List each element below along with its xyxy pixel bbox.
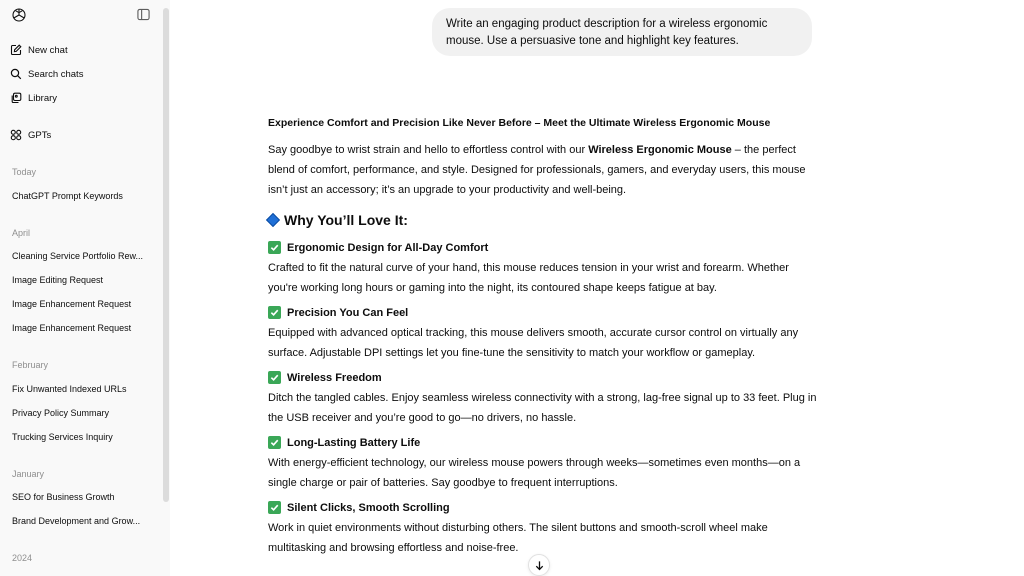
user-message-bubble: Write an engaging product description for a wireless ergonomic mouse. Use a persuasive tone and highlight key features. (432, 8, 812, 56)
new-chat-label: New chat (28, 44, 68, 56)
library-button[interactable] (10, 89, 57, 107)
chat-history-item[interactable]: Fix Unwanted Indexed URLs (12, 384, 127, 394)
feature-title (268, 371, 382, 384)
feature-title (268, 306, 408, 319)
chat-history-item[interactable]: Image Enhancement Request (12, 323, 132, 333)
new-chat-button[interactable] (10, 41, 68, 59)
search-icon (10, 68, 22, 80)
intro-bold-product: Wireless Ergonomic Mouse (588, 144, 732, 156)
chat-history-item[interactable]: Brand Development and Grow... (12, 516, 141, 526)
check-mark-icon (268, 501, 281, 514)
section-label-april: April (12, 228, 31, 238)
feature-description: With energy-efficient technology, our wireless mouse powers through weeks—sometimes even months—on a single charge or pair of batteries. Say goodbye to frequent interruptions. (268, 457, 801, 489)
gpts-label: GPTs (28, 129, 52, 141)
feature-title (268, 436, 420, 449)
sidebar-scrollbar[interactable] (163, 8, 169, 502)
response-title: Experience Comfort and Precision Like Never Before – Meet the Ultimate Wireless Ergonomic Mouse (268, 117, 771, 129)
check-mark-icon (268, 436, 281, 449)
section-label-2024: 2024 (12, 553, 33, 563)
grid-icon (10, 129, 22, 141)
section-label-february: February (12, 360, 49, 370)
check-mark-icon (268, 371, 281, 384)
sidebar (0, 0, 170, 576)
feature-title (268, 501, 450, 514)
intro-text-after: – the perfect blend of comfort, performance, and style. Designed for professionals, gamers, and everyday users, this mouse isn’t just an accessory; it’s an upgrade to your productivity and well-being. (268, 144, 806, 196)
search-chats-label: Search chats (28, 68, 84, 80)
scroll-to-bottom-button[interactable] (528, 554, 550, 576)
features-heading-text: Why You’ll Love It: (284, 212, 408, 228)
chat-history-item[interactable]: SEO for Business Growth (12, 492, 115, 502)
sidebar-toggle-icon[interactable] (136, 7, 150, 21)
feature-description: Work in quiet environments without disturbing others. The silent buttons and smooth-scroll wheel make multitasking and browsing effortless and noise-free. (268, 522, 768, 554)
feature-title-text: Wireless Freedom (287, 371, 382, 384)
check-mark-icon (268, 306, 281, 319)
openai-logo-icon[interactable] (10, 6, 28, 24)
response-intro (268, 140, 818, 200)
blue-diamond-icon (266, 213, 280, 227)
arrow-down-icon (534, 560, 545, 571)
library-icon (10, 92, 22, 104)
chat-history-item[interactable]: Image Editing Request (12, 275, 104, 285)
search-chats-button[interactable] (10, 65, 83, 83)
chat-history-item[interactable]: Cleaning Service Portfolio Rew... (12, 251, 144, 261)
feature-description: Crafted to fit the natural curve of your hand, this mouse reduces tension in your wrist and forearm. Whether you're working long hours or gaming into the night, its contoured shape keeps fatigue at bay. (268, 262, 789, 294)
features-heading (268, 212, 408, 228)
section-label-january: January (12, 469, 45, 479)
check-mark-icon (268, 241, 281, 254)
pencil-square-icon (10, 44, 22, 56)
feature-title (268, 241, 488, 254)
chat-history-item[interactable]: ChatGPT Prompt Keywords (12, 191, 123, 201)
library-label: Library (28, 92, 58, 104)
feature-title-text: Ergonomic Design for All-Day Comfort (287, 241, 489, 254)
feature-title-text: Silent Clicks, Smooth Scrolling (287, 501, 450, 514)
section-label-today: Today (12, 167, 37, 177)
chat-history-item[interactable]: Trucking Services Inquiry (12, 432, 113, 442)
feature-description: Ditch the tangled cables. Enjoy seamless wireless connectivity with a strong, lag-free signal up to 33 feet. Plug in the USB receiver and you’re good to go—no drivers, no hassle. (268, 392, 817, 424)
chat-history-item[interactable]: Privacy Policy Summary (12, 408, 110, 418)
feature-description: Equipped with advanced optical tracking, this mouse delivers smooth, accurate cursor control on virtually any surface. Adjustable DPI settings let you fine-tune the sensitivity to match your workflow or gameplay. (268, 327, 799, 359)
gpts-button[interactable] (10, 126, 51, 144)
feature-title-text: Long-Lasting Battery Life (287, 436, 421, 449)
intro-text-before: Say goodbye to wrist strain and hello to effortless control with our (268, 144, 589, 156)
chat-main (170, 0, 1024, 576)
chat-history-item[interactable]: Image Enhancement Request (12, 299, 132, 309)
feature-title-text: Precision You Can Feel (287, 306, 409, 319)
